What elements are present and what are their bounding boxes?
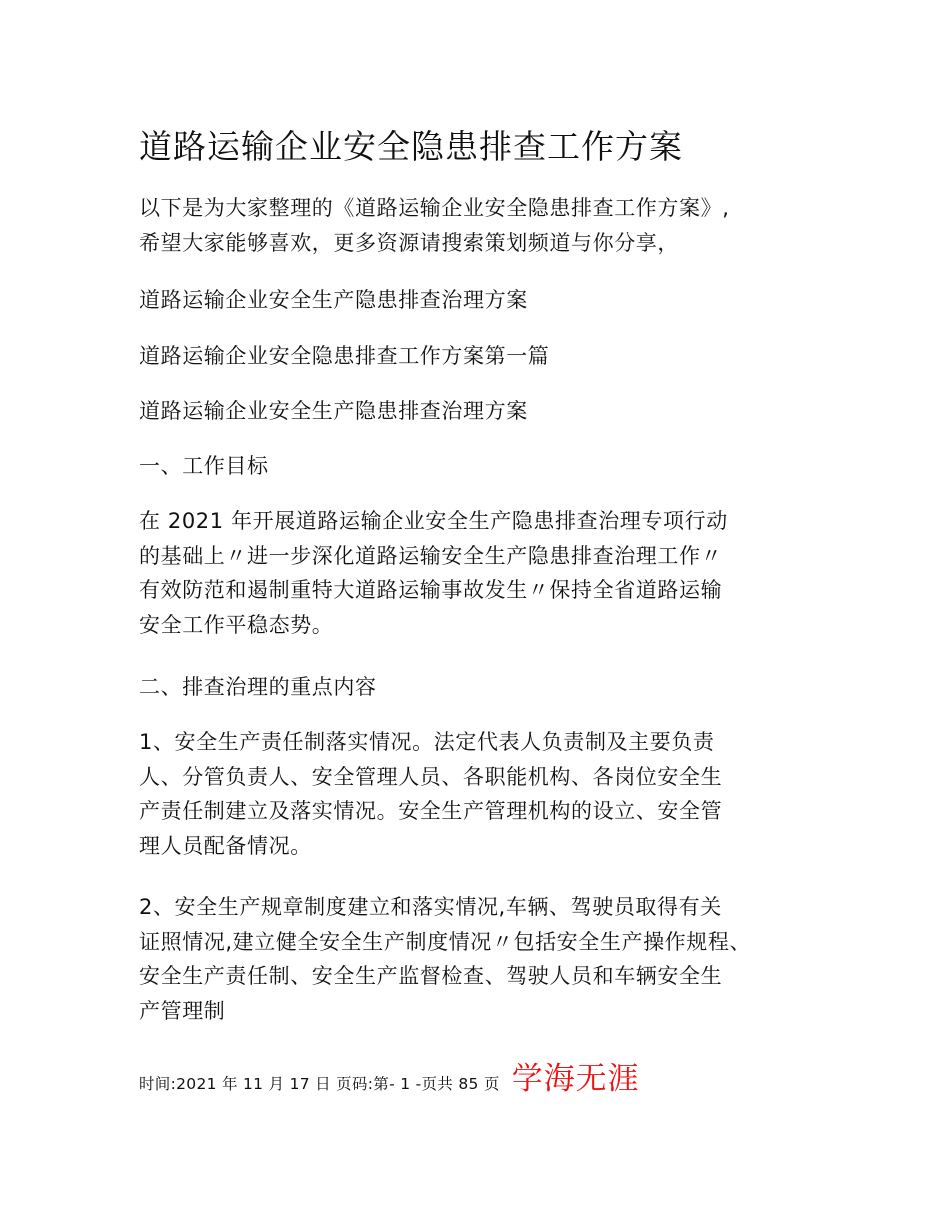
section-1-paragraph (139, 504, 819, 642)
paragraph-line: 证照情况,建立健全安全生产制度情况〃包括安全生产操作规程、 (139, 929, 752, 954)
intro-paragraph (139, 191, 819, 260)
paragraph-line: 产责任制建立及落实情况。安全生产管理机构的设立、安全管 (139, 799, 723, 823)
section-2-heading: 二、排查治理的重点内容 (139, 675, 377, 699)
paragraph-line: 产管理制 (139, 998, 226, 1023)
document-title: 道路运输企业安全隐患排查工作方案 (139, 127, 683, 166)
section-2-item-1 (139, 725, 819, 863)
paragraph-line: 1、安全生产责任制落实情况。法定代表人负责制及主要负责 (139, 730, 715, 754)
paragraph-line: 安全工作平稳态势。 (139, 612, 334, 637)
paragraph-line: 的基础上〃进一步深化道路运输安全生产隐患排查治理工作〃 (139, 543, 723, 568)
paragraph-line: 人、分管负责人、安全管理人员、各职能机构、各岗位安全生 (139, 764, 723, 789)
paragraph-line: 在 2021 年开展道路运输企业安全生产隐患排查治理专项行动 (139, 509, 728, 533)
intro-line: 希望大家能够喜欢，更多资源请搜索策划频道与你分享， (139, 230, 679, 255)
subheading-3: 道路运输企业安全生产隐患排查治理方案 (139, 399, 528, 423)
subheading-1: 道路运输企业安全生产隐患排查治理方案 (139, 288, 528, 312)
page-footer (139, 1053, 640, 1097)
footer-brand-text: 学海无涯 (511, 1061, 640, 1097)
section-1-heading: 一、工作目标 (139, 454, 269, 478)
footer-page-info: 时间:2021 年 11 月 17 日 页码:第- 1 -页共 85 页 (139, 1075, 500, 1093)
section-2-item-2 (139, 890, 819, 1028)
intro-line: 以下是为大家整理的《道路运输企业安全隐患排查工作方案》, (139, 196, 730, 220)
paragraph-line: 2、安全生产规章制度建立和落实情况,车辆、驾驶员取得有关 (139, 895, 722, 919)
subheading-2: 道路运输企业安全隐患排查工作方案第一篇 (139, 344, 550, 368)
paragraph-line: 理人员配备情况。 (139, 833, 312, 858)
paragraph-line: 有效防范和遏制重特大道路运输事故发生〃保持全省道路运输 (139, 578, 723, 602)
paragraph-line: 安全生产责任制、安全生产监督检查、驾驶人员和车辆安全生 (139, 964, 723, 988)
